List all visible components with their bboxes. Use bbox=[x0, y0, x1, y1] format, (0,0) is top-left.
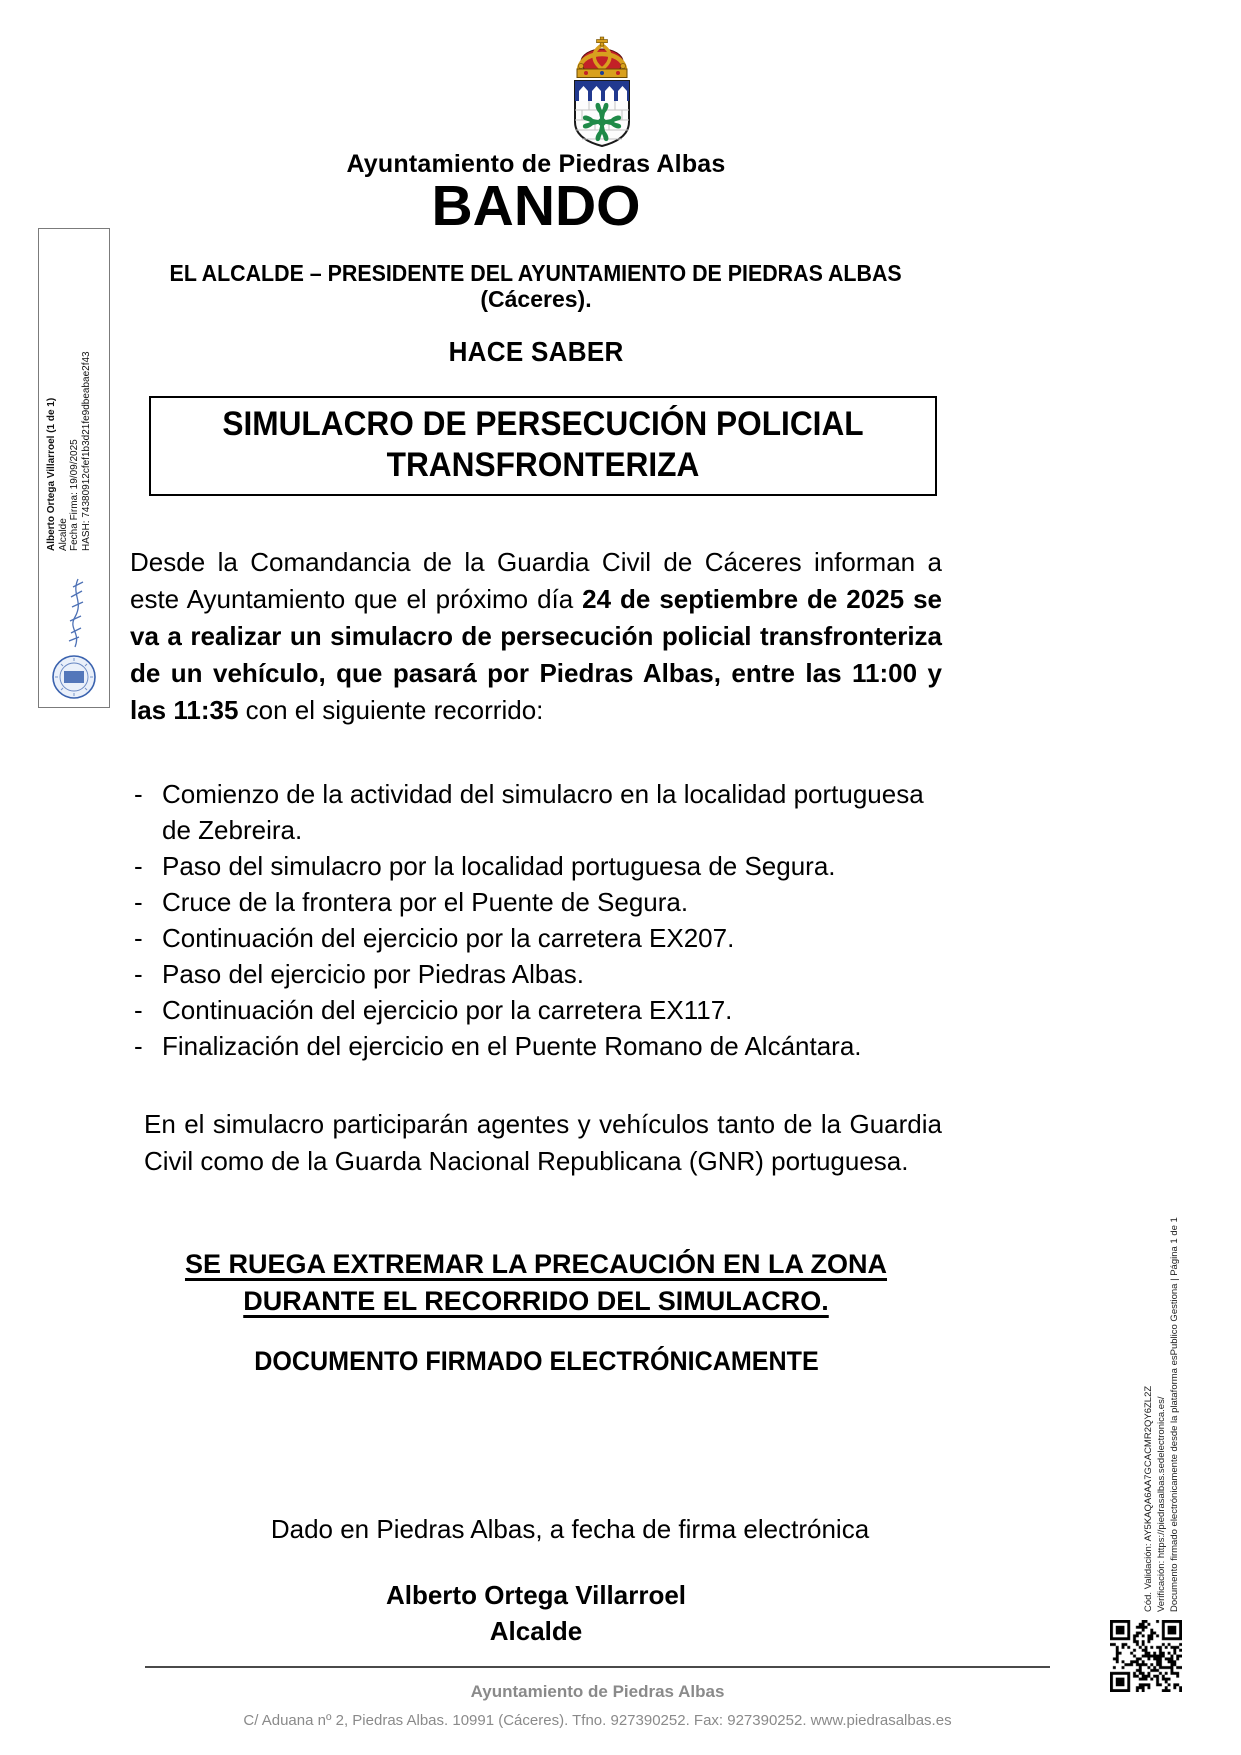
route-list-item bbox=[130, 992, 948, 1028]
subject-line-2: TRANSFRONTERIZA bbox=[386, 446, 700, 484]
doc-type-title: BANDO bbox=[431, 174, 641, 238]
list-dash-marker: - bbox=[134, 995, 143, 1025]
route-list-item bbox=[130, 848, 948, 884]
signature-stamp-graphic bbox=[48, 577, 100, 702]
platform-line: Documento firmado electrónicamente desde la plataforma esPublico Gestiona | Página 1 de 1 bbox=[1169, 1217, 1180, 1612]
intro-text-start: Desde la Comandancia de la Guardia Civil de Cáceres informan a este Ayuntamiento que el próximo día bbox=[130, 547, 942, 614]
signature-role-line: Alcalde bbox=[57, 518, 69, 551]
crown-icon bbox=[577, 37, 627, 78]
route-item-text: Continuación del ejercicio por la carretera EX117. bbox=[162, 995, 733, 1025]
intro-paragraph bbox=[130, 544, 942, 729]
list-dash-marker: - bbox=[134, 1031, 143, 1061]
signature-margin-box bbox=[38, 228, 110, 708]
round-stamp-icon bbox=[53, 656, 95, 698]
footer-address: C/ Aduana nº 2, Piedras Albas. 10991 (Cáceres). Tfno. 927390252. Fax: 927390252. www.piedrasalbas.es bbox=[243, 1712, 952, 1729]
validation-code-line: Cód. Validación: AY5KAQA6AA7GCACMR2QY6ZL2Z bbox=[1143, 1385, 1154, 1612]
footer-divider bbox=[145, 1666, 1050, 1668]
route-item-text: Comienzo de la actividad del simulacro en la localidad portuguesa de Zebreira. bbox=[162, 779, 924, 845]
route-item-text: Paso del ejercicio por Piedras Albas. bbox=[162, 959, 585, 989]
dateline: Dado en Piedras Albas, a fecha de firma electrónica bbox=[270, 1514, 870, 1544]
signature-signer-line: Alberto Ortega Villarroel (1 de 1) bbox=[46, 397, 57, 551]
list-dash-marker: - bbox=[134, 851, 143, 881]
route-item-text: Cruce de la frontera por el Puente de Segura. bbox=[162, 887, 689, 917]
coat-of-arms bbox=[562, 36, 642, 148]
list-dash-marker: - bbox=[134, 887, 143, 917]
verification-url-line: Verificación: https://piedrasalbas.sedelectronica.es/ bbox=[1156, 1396, 1167, 1612]
side-annotation-text bbox=[1142, 1054, 1181, 1612]
footer-org-name: Ayuntamiento de Piedras Albas bbox=[470, 1682, 725, 1701]
shield-icon bbox=[575, 81, 629, 146]
signer-name: Alberto Ortega Villarroel bbox=[385, 1580, 687, 1610]
list-dash-marker: - bbox=[134, 923, 143, 953]
route-list bbox=[130, 776, 948, 1064]
intro-text-bold: 24 de septiembre de 2025 se va a realizar un simulacro de persecución policial transfronteriza de un vehículo, que pasará por Piedras Albas, entre las 11:00 y las 11:35 bbox=[130, 584, 943, 725]
announce-heading: HACE SABER bbox=[448, 336, 624, 367]
signed-electronically-note: DOCUMENTO FIRMADO ELECTRÓNICAMENTE bbox=[253, 1346, 819, 1376]
route-list-item bbox=[130, 776, 948, 848]
list-dash-marker: - bbox=[134, 779, 143, 809]
route-item-text: Paso del simulacro por la localidad portuguesa de Segura. bbox=[162, 851, 836, 881]
issuer-line-1: EL ALCALDE – PRESIDENTE DEL AYUNTAMIENTO DE PIEDRAS ALBAS bbox=[169, 260, 903, 286]
route-item-text: Continuación del ejercicio por la carretera EX207. bbox=[162, 923, 735, 953]
signature-date-line: Fecha Firma: 19/09/2025 bbox=[69, 439, 80, 551]
org-name: Ayuntamiento de Piedras Albas bbox=[346, 150, 726, 178]
signature-details bbox=[46, 251, 92, 551]
subject-box bbox=[149, 396, 937, 496]
route-list-item bbox=[130, 884, 948, 920]
warning-line-1: SE RUEGA EXTREMAR LA PRECAUCIÓN EN LA ZONA bbox=[184, 1249, 888, 1279]
warning-notice bbox=[130, 1246, 942, 1320]
intro-text-end: con el siguiente recorrido: bbox=[238, 695, 544, 725]
route-list-item bbox=[130, 1028, 948, 1064]
signer-title: Alcalde bbox=[489, 1616, 583, 1646]
warning-line-2: DURANTE EL RECORRIDO DEL SIMULACRO. bbox=[243, 1286, 829, 1316]
route-list-item bbox=[130, 920, 948, 956]
list-dash-marker: - bbox=[134, 959, 143, 989]
route-list-item bbox=[130, 956, 948, 992]
signature-hash-line: HASH: 74380912cfef1b3d21fe9dbeabae2f43 bbox=[80, 351, 92, 551]
issuer-line-2: (Cáceres). bbox=[480, 286, 592, 312]
subject-line-1: SIMULACRO DE PERSECUCIÓN POLICIAL bbox=[222, 405, 864, 443]
qr-code bbox=[1110, 1620, 1182, 1692]
route-item-text: Finalización del ejercicio en el Puente Romano de Alcántara. bbox=[162, 1031, 862, 1061]
participants-paragraph: En el simulacro participarán agentes y vehículos tanto de la Guardia Civil como de la Guarda Nacional Republicana (GNR) portuguesa. bbox=[144, 1109, 942, 1176]
